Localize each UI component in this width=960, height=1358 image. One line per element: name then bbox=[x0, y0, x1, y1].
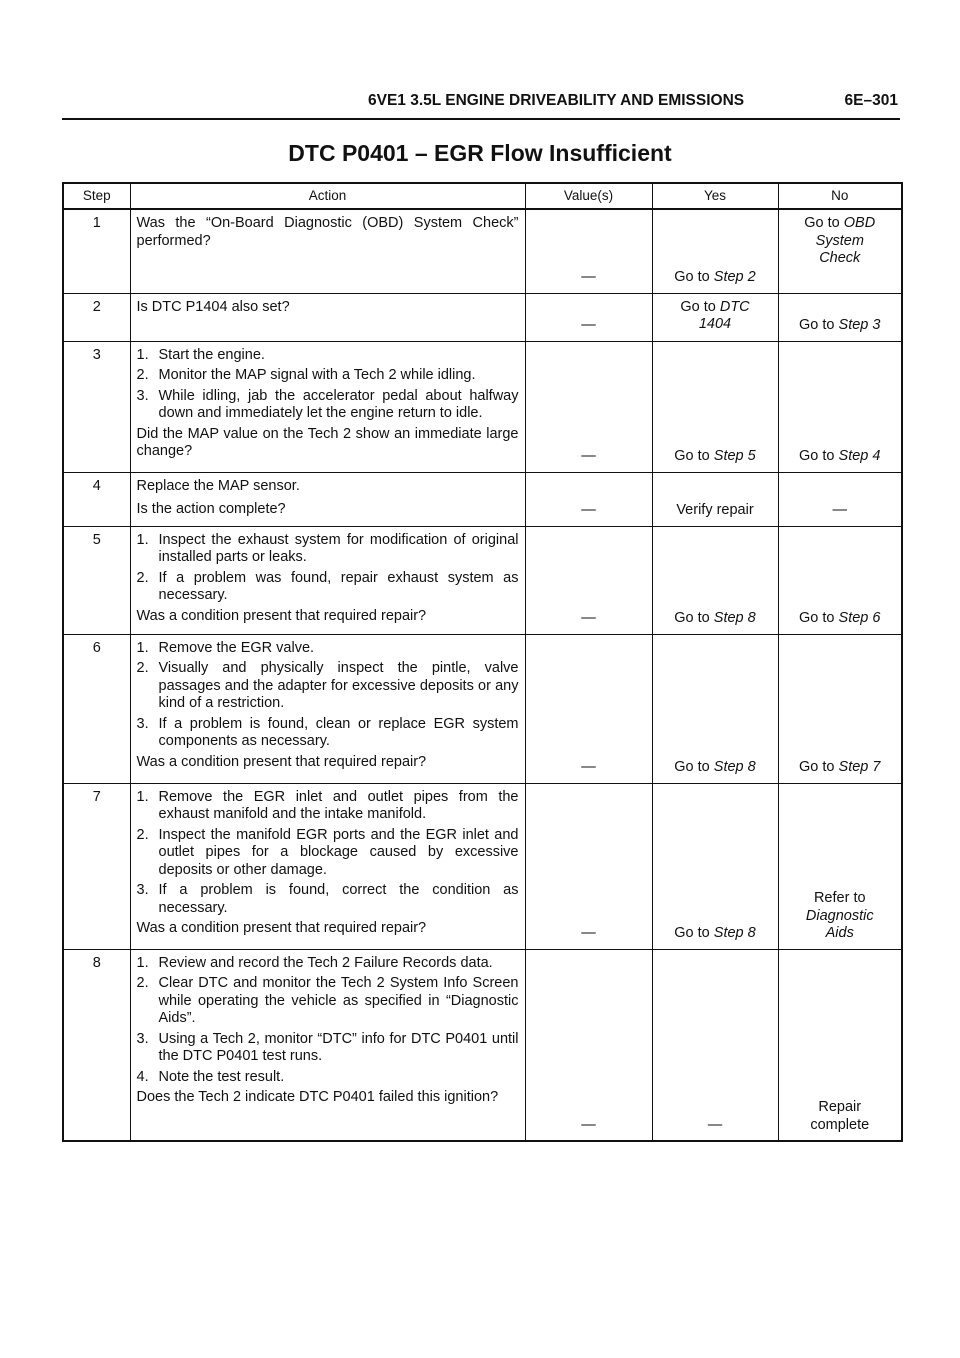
no-cell bbox=[778, 341, 902, 472]
col-values: Value(s) bbox=[525, 183, 652, 209]
step-link[interactable]: Step 8 bbox=[713, 759, 756, 775]
action-item: 2. Inspect the manifold EGR ports and the EGR inlet and outlet pipes for a blockage caused by excessive deposits or other damage. bbox=[136, 826, 519, 878]
value-cell: — bbox=[525, 949, 652, 1141]
table-header-row bbox=[63, 183, 902, 209]
step-link[interactable]: Step 4 bbox=[838, 448, 881, 464]
page-header bbox=[62, 88, 900, 120]
dtc-link-line2[interactable]: 1404 bbox=[698, 316, 732, 332]
table-row bbox=[63, 949, 902, 1141]
table-row bbox=[63, 472, 902, 526]
step-number: 3 bbox=[63, 341, 130, 472]
step-number: 8 bbox=[63, 949, 130, 1141]
action-cell bbox=[130, 472, 525, 526]
action-item: 3. If a problem is found, correct the condition as necessary. bbox=[136, 882, 519, 916]
step-link[interactable]: Step 6 bbox=[838, 610, 881, 626]
step-number: 4 bbox=[63, 472, 130, 526]
action-cell bbox=[130, 783, 525, 949]
table-row bbox=[63, 341, 902, 472]
obd-link-line2[interactable]: System bbox=[815, 232, 864, 249]
action-cell bbox=[130, 634, 525, 783]
page-number: 6E–301 bbox=[844, 92, 898, 109]
action-question: Was the “On-Board Diagnostic (OBD) System Check” performed? bbox=[136, 215, 519, 249]
action-item: 2. Monitor the MAP signal with a Tech 2 while idling. bbox=[136, 367, 476, 383]
step-link[interactable]: Step 5 bbox=[713, 448, 756, 464]
action-item: 2. If a problem was found, repair exhaust system as necessary. bbox=[136, 569, 519, 603]
step-number: 2 bbox=[63, 293, 130, 341]
dtc-link[interactable]: DTC bbox=[719, 298, 750, 315]
goto-label: Go to bbox=[799, 610, 835, 626]
yes-cell bbox=[652, 209, 778, 293]
action-item: 2. Clear DTC and monitor the Tech 2 System Info Screen while operating the vehicle as specified in “Diagnostic Aids”. bbox=[136, 975, 519, 1026]
yes-cell: — bbox=[652, 949, 778, 1141]
table-row bbox=[63, 634, 902, 783]
table-row bbox=[63, 293, 902, 341]
action-item: 1. Remove the EGR valve. bbox=[136, 639, 315, 656]
action-line: Replace the MAP sensor. bbox=[136, 477, 300, 494]
action-item: 1. Start the engine. bbox=[136, 346, 265, 363]
step-number: 7 bbox=[63, 783, 130, 949]
value-cell: — bbox=[525, 472, 652, 526]
action-question: Was a condition present that required repair? bbox=[136, 607, 427, 624]
goto-label: Go to bbox=[674, 269, 710, 285]
goto-label: Go to bbox=[799, 759, 835, 775]
no-cell bbox=[778, 209, 902, 293]
repair-label: Repair bbox=[818, 1099, 862, 1115]
goto-label: Go to bbox=[804, 215, 840, 231]
step-link[interactable]: Step 8 bbox=[713, 925, 756, 941]
step-number: 6 bbox=[63, 634, 130, 783]
goto-label: Go to bbox=[674, 610, 710, 626]
diagnostic-table bbox=[62, 182, 903, 1142]
table-row bbox=[63, 783, 902, 949]
no-cell bbox=[778, 634, 902, 783]
yes-cell bbox=[652, 293, 778, 341]
action-question: Was a condition present that required repair? bbox=[136, 753, 427, 770]
action-item: 3. Using a Tech 2, monitor “DTC” info for DTC P0401 until the DTC P0401 test runs. bbox=[136, 1030, 519, 1064]
action-item: 3. While idling, jab the accelerator pedal about halfway down and immediately let the engine return to idle. bbox=[136, 387, 519, 421]
refer-label: Refer to bbox=[813, 890, 866, 906]
value-cell: — bbox=[525, 209, 652, 293]
step-link[interactable]: Step 3 bbox=[838, 317, 881, 333]
no-cell bbox=[778, 783, 902, 949]
goto-label: Go to bbox=[680, 298, 716, 315]
no-cell bbox=[778, 526, 902, 634]
action-cell bbox=[130, 949, 525, 1141]
action-item: 2. Visually and physically inspect the pintle, valve passages and the adapter for excessive deposits or any kind of a restriction. bbox=[136, 660, 519, 711]
value-cell: — bbox=[525, 783, 652, 949]
action-question: Is DTC P1404 also set? bbox=[136, 298, 290, 315]
action-item: 1. Remove the EGR inlet and outlet pipes from the exhaust manifold and the intake manifold. bbox=[136, 788, 519, 822]
step-number: 1 bbox=[63, 209, 130, 293]
action-cell bbox=[130, 341, 525, 472]
complete-label: complete bbox=[810, 1116, 870, 1133]
diagnostic-aids-link[interactable]: Diagnostic bbox=[805, 907, 874, 924]
step-number: 5 bbox=[63, 526, 130, 634]
col-action: Action bbox=[130, 183, 525, 209]
yes-cell bbox=[652, 341, 778, 472]
obd-link-line3[interactable]: Check bbox=[819, 250, 861, 266]
action-cell bbox=[130, 293, 525, 341]
value-cell: — bbox=[525, 634, 652, 783]
document-title: DTC P0401 – EGR Flow Insufficient bbox=[288, 140, 672, 166]
action-cell bbox=[130, 209, 525, 293]
value-cell: — bbox=[525, 293, 652, 341]
action-item: 1. Inspect the exhaust system for modification of original installed parts or leaks. bbox=[136, 531, 519, 565]
value-cell: — bbox=[525, 526, 652, 634]
action-item: 1. Review and record the Tech 2 Failure Records data. bbox=[136, 954, 493, 971]
table-row bbox=[63, 526, 902, 634]
diagnostic-aids-link-line2[interactable]: Aids bbox=[825, 925, 854, 941]
table-row bbox=[63, 209, 902, 293]
goto-label: Go to bbox=[799, 448, 835, 464]
step-link[interactable]: Step 8 bbox=[713, 610, 756, 626]
no-cell: — bbox=[778, 472, 902, 526]
yes-cell bbox=[652, 634, 778, 783]
action-question: Is the action complete? bbox=[136, 501, 286, 517]
no-cell bbox=[778, 949, 902, 1141]
yes-cell: Verify repair bbox=[652, 472, 778, 526]
col-no: No bbox=[778, 183, 902, 209]
goto-label: Go to bbox=[674, 925, 710, 941]
step-link[interactable]: Step 2 bbox=[713, 269, 756, 285]
col-step: Step bbox=[63, 183, 130, 209]
action-cell bbox=[130, 526, 525, 634]
yes-cell bbox=[652, 526, 778, 634]
obd-link[interactable]: OBD bbox=[843, 215, 876, 231]
goto-label: Go to bbox=[674, 759, 710, 775]
goto-label: Go to bbox=[674, 448, 710, 464]
action-item: 4. Note the test result. bbox=[136, 1068, 285, 1085]
goto-label: Go to bbox=[799, 317, 835, 333]
action-item: 3. If a problem is found, clean or replace EGR system components as necessary. bbox=[136, 715, 519, 749]
no-cell bbox=[778, 293, 902, 341]
action-question: Does the Tech 2 indicate DTC P0401 failed this ignition? bbox=[136, 1089, 499, 1105]
value-cell: — bbox=[525, 341, 652, 472]
action-question: Did the MAP value on the Tech 2 show an immediate large change? bbox=[136, 425, 519, 459]
step-link[interactable]: Step 7 bbox=[838, 759, 881, 775]
section-title: 6VE1 3.5L ENGINE DRIVEABILITY AND EMISSIONS bbox=[368, 92, 745, 109]
yes-cell bbox=[652, 783, 778, 949]
action-question: Was a condition present that required repair? bbox=[136, 920, 427, 936]
col-yes: Yes bbox=[652, 183, 778, 209]
